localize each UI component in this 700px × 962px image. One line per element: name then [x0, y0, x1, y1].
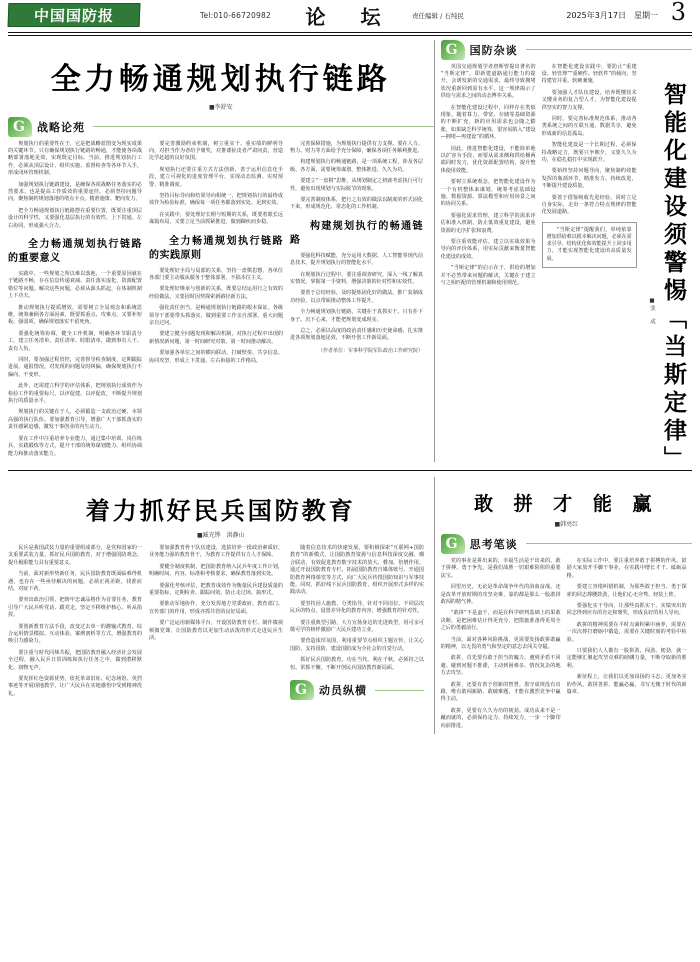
paragraph: 此外，还需建立科学的评估体系，把规划执行成效作为检验工作的重要标尺，以评促建、以评促改，不断提升规划执行的质量水平。 — [8, 383, 142, 405]
page-number: 3 — [670, 0, 686, 26]
lower-right-article — [434, 477, 692, 734]
vertical-headline: 智能化建设须警惕「当斯定律」 — [660, 81, 686, 474]
paragraph: 要注重与时代同频共振，把国防教育融入经济社会发展全过程，融入民兵日常训练和执行任务之中，做到潜移默化、润物无声。 — [8, 649, 142, 671]
paragraph: 要加强教育骨干队伍建设，选拔培养一批政治素质好、业务能力强的教育骨干，为教育工作提供有力人才保障。 — [149, 544, 283, 559]
paragraph: 在实际工作中，要注重培养敢于拼搏的作风，鼓励大家放开手脚干事业，在实践中增长才干、砥砺品格。 — [566, 557, 687, 579]
paragraph: 要强化科技赋能，充分运用大数据、人工智能等现代信息技术，提升规划执行的智能化水平。 — [290, 252, 423, 267]
paragraph: 规划执行的关键在于人，必须锻造一支政治过硬、本领高强的执行队伍。要加强教育引导，增强广大干部抓落实的责任感紧迫感，激发干事创业的内生动力。 — [8, 409, 142, 431]
paragraph: 推动规划执行提质增效，需要树立全局观念和系统思维，统筹兼顾各方面因素，既要抓重点、攻难点，又要补短板、强弱项，确保规划落实不留死角。 — [8, 304, 142, 326]
g-logo-icon — [441, 534, 465, 554]
lower-right-column-1 — [441, 558, 561, 734]
lower-left-headline: 着力抓好民兵国防教育 — [85, 496, 356, 525]
paragraph: 完善保障措施，为规划执行提供有力支撑。要在人力、物力、财力等方面给予充分保障，确保各项任务顺利推进。 — [290, 140, 423, 154]
paragraph: 要突出政治引领，把铸牢忠诚品格作为首要任务，教育引导广大民兵听党话、跟党走，坚定不移维护核心、听从指挥。 — [8, 597, 142, 619]
main-byline: ■李舒安 — [208, 103, 233, 111]
newspaper-logo: 中国国防报 — [8, 3, 141, 27]
right-column-2 — [542, 64, 637, 292]
paragraph: 坚持目标导向和结果导向相统一，把规划执行的最终成效作为检验标准，确保每一项任务都落到实处、见到实效。 — [149, 192, 283, 207]
publication-date: 2025年3月17日 星期一 — [566, 10, 658, 20]
section-label-text: 动员纵横 — [319, 684, 367, 697]
paragraph: 要完善激励约束机制，树立重实干、重实绩的鲜明导向，对担当作为者给予褒奖，对推诿扯皮者严肃问责，营造比学赶超的良好氛围。 — [149, 140, 283, 162]
lower-column-1 — [8, 545, 142, 704]
section-label-rule — [526, 543, 692, 544]
paragraph: 抓好民兵国防教育，功在当代、利在千秋。必须持之以恒、常抓不懈，不断开创民兵国防教育新局面。 — [290, 657, 424, 671]
lower-column-2 — [149, 545, 283, 704]
masthead-rule-thick — [8, 32, 692, 33]
main-headline: 全力畅通规划执行链路 — [50, 61, 391, 97]
paragraph: 民兵是我国武装力量的重要组成部分，是党和国家的一支重要武装力量。抓好民兵国防教育，对于增强国防观念、提升履职能力具有重要意义。 — [8, 544, 142, 566]
paragraph: 敢拼，还要有善于创新的智慧。墨守成规没有出路，唯有敢闯新路、敢破难题，才能在激烈竞争中赢得主动。 — [440, 681, 561, 703]
section-label-text: 思考笔谈 — [469, 537, 518, 551]
paragraph: 要建立健全问题发现和解决机制，对执行过程中出现的新情况新问题，第一时间研究对策、第一时间推动解决。 — [149, 331, 283, 345]
main-article — [8, 40, 434, 462]
paragraph: 当前，面对新形势新任务，民兵国防教育既面临难得机遇，也存在一些亟待解决的问题。必须正视差距，找准症结，对症下药。 — [8, 571, 142, 592]
paragraph: 规划执行的重要性在于，它是把战略蓝图变为现实成果的关键环节。只有确保规划执行链路的畅通，才能使各项战略部署落地见效，实现既定目标。当前，推进规划执行工作，必须从顶层设计、组织实施、监督检查等各环节入手，形成闭环管理机制。 — [8, 140, 142, 177]
paragraph: 要强化需求管理，建立科学的需求评估和准入机制，防止低效重复建设，避免资源的无序扩张和浪费。 — [440, 212, 536, 234]
paragraph: 当前，面对各种风险挑战，更需要发扬敢拼敢赢的精神，以无畏的勇气和坚定的意志去闯关夺隘。 — [440, 636, 561, 650]
paragraph: 同时，要加强过程管控，完善督导检查制度，定期跟踪进展、通报情况，对发现的问题及时纠偏，确保规划执行不偏向、不变形。 — [8, 357, 142, 378]
paragraph: 英国交通规划学者唐斯曾提出著名的“当斯定律”，即新建道路通行能力的提升，会诱发新的交通需求，最终导致拥堵状况重新回到原有水平。这一规律揭示了供给与需求之间的动态博弈关系。 — [440, 63, 536, 100]
paragraph: 加强规划执行链路建设，是确保各项战略任务落实的必然要求，也是提高工作质效的重要途径。必须坚持问题导向，聚焦制约规划落地的堵点卡点，精准施策、靶向发力。 — [8, 181, 142, 203]
section-label-rule — [526, 49, 692, 50]
paragraph: 构建规划执行的畅通链路，是一项系统工程，涉及各层级、各方面，需要统筹谋划、整体推进、久久为功。 — [290, 159, 423, 173]
section-title: 论 坛 — [305, 4, 395, 29]
lower-left-columns — [8, 545, 434, 704]
section-label-reflection — [441, 534, 692, 554]
paragraph: 要强化实干导向，让那些真抓实干、实绩突出的同志得到应有的肯定和褒奖，形成良好的用人导向。 — [566, 602, 687, 617]
paragraph: 要加强人才队伍建设，培养既懂技术又懂业务的复合型人才，为智能化建设提供坚实的智力支撑。 — [541, 89, 637, 111]
paragraph: 要处理好继承与创新的关系，既要总结运用行之有效的经验做法，又要因时因势探索新路径新方法。 — [149, 286, 283, 300]
paragraph: 实践中，一些规划之所以难以落地，一个重要原因就在于链路不畅，存在信息传递衰减、责任落实虚化、资源配置错位等问题。解决这些问题，必须从源头抓起，在体制机制上下功夫。 — [8, 270, 142, 300]
paragraph: 总之，必须以高度的政治责任感和历史使命感，扎实推进各项规划落地见效，不断开创工作新局面。 — [290, 328, 423, 342]
paragraph: 要在工作中注重培养专业能力，通过集中培训、岗位练兵、实践锻炼等方式，提升干部的统筹谋划能力、组织协调能力和推动落实能力。 — [8, 435, 142, 457]
paragraph: 要处理好全局与局部的关系，坚持一盘棋思想，各单位各部门要主动服从服务于整体部署，不搞本位主义。 — [149, 267, 283, 281]
paragraph: 要强化统筹协调，健全工作机制，明确各环节职责分工，建立任务清单、责任清单、时限清单，做到事有人干、责有人负。 — [8, 330, 142, 352]
paragraph: 要广泛运用新媒体平台，开设国防教育专栏、制作微视频微党课，让国防教育以更加生动活泼的形式走进民兵生活。 — [149, 620, 283, 641]
column-1 — [8, 141, 142, 462]
paragraph: 只要我们人人都有一股拼劲、闯劲、韧劲，就一定能够汇聚起攻坚克难的磅礴力量，不断夺取新的胜利。 — [566, 647, 687, 669]
paragraph: 强化责任担当，是畅通规划执行链路的根本保证。各级领导干部要带头抓落实，做到重要工作亲自部署、重大问题亲自过问。 — [149, 305, 283, 326]
paragraph: 规划执行还要注重方式方法创新，善于运用信息化手段，建立可视化的进度管理平台，实现动态监测、实时预警、精准调度。 — [149, 166, 283, 188]
section-label-defense-talk — [441, 40, 692, 60]
paragraph: “敢拼”不是蛮干，而是在科学研判基础上的果敢决断，是把困难估计得更充分、把措施准备得更周全之后的勇毅前行。 — [440, 610, 561, 632]
column-3 — [290, 141, 423, 462]
paragraph: 在智能化建设实践中，要防止“重建设、轻管理”“重硬件、轻软件”的倾向，坚持建管并重、软硬兼施。 — [541, 63, 637, 85]
paragraph: 要健全制度机制，把国防教育纳入民兵年度工作计划，明确时间、内容、标准和考核要求，确保教育落到实处。 — [149, 563, 283, 578]
section-label-rule — [93, 126, 434, 127]
paragraph: 敢拼，更要有久久为功的韧劲。成功从来不是一蹴而就的，必须保持定力、持续发力，一步一个脚印向前推进。 — [440, 707, 561, 729]
paragraph: 要注重效能评估，建立以实战效果为导向的评价体系，用实际贡献来衡量智能化建设的成效。 — [440, 239, 536, 260]
g-logo-icon — [8, 117, 32, 137]
paragraph: 敢拼，首先要有敢于担当的魄力。遇到矛盾不回避、碰到问题不推诿，主动到困难多、情况复杂的地方去攻坚。 — [440, 655, 561, 677]
paragraph: 回望历史，无论是革命战争年代的浴血奋战，还是改革开放时期的攻坚克难，靠的都是那么一股敢拼敢闯的精气神。 — [440, 584, 561, 605]
masthead-telephone: Tel:010-66720982 — [200, 10, 271, 20]
paragraph: 要完善制度体系，把行之有效的做法以制度的形式固化下来，形成规范化、常态化的工作机制。 — [290, 196, 423, 211]
paragraph: 要始终坚持问题导向，聚焦制约效能发挥的瓶颈环节，精准发力、持续改进，不断提升建设质量。 — [541, 168, 637, 190]
lower-right-headline: 敢 拼 才 能 赢 — [474, 492, 659, 515]
subheading-3: 构建规划执行的畅通链路 — [290, 220, 423, 246]
paragraph: 要建立容错纠错机制，为那些敢于担当、勇于探索的同志撑腰鼓劲，让他们心无旁骛、轻装上阵。 — [566, 584, 687, 598]
masthead — [8, 0, 692, 30]
g-logo-icon — [441, 40, 465, 60]
right-column-1 — [441, 64, 536, 292]
section-label-rule — [375, 690, 424, 691]
right-columns — [441, 64, 637, 292]
column-2 — [149, 141, 283, 462]
paragraph: 随着信息技术的快速发展，要积极探索“互联网+国防教育”的新模式，让国防教育资源与信息科技深度交融、耦合联动，有效促进教育数字技术的放大、叠加、倍增作用。通过开设国防教育专栏、拓展国防教育自媒体账号、开通国防教育网络课堂等方式，向广大民兵传授国防知识与军事技能。同时，抓好线下民兵国防教育，组织开展形式多样的实践活动。 — [290, 544, 424, 596]
paragraph: 要善于借鉴吸收先进经验，同时立足自身实际，走出一条符合特点规律的智能化发展道路。 — [541, 194, 637, 216]
paragraph: 要树立系统观念，把智能化建设作为一个有机整体来谋划，统筹考虑基础设施、数据资源、算法模型和应用场景之间的协同关系。 — [440, 179, 536, 208]
paragraph: 要建立“一盘棋”思维，从规划制定之初就考虑执行可行性，避免出现规划与实际脱节的现象。 — [290, 178, 423, 192]
paragraph: 敢拼的精神需要在平时点滴积累中涵养，需要在一次次摔打磨砺中锻造，需要在关键时刻的考验中检验。 — [566, 621, 687, 643]
paragraph: 要善于总结经验，及时提炼固化好的做法，推广复制成功经验，以点带面推动整体工作提升。 — [290, 290, 423, 304]
section-label-text: 国防杂谈 — [469, 43, 518, 57]
g-logo-icon — [290, 680, 314, 700]
responsible-editor: 责任编辑 / 石纯民 — [412, 11, 464, 20]
paragraph: 要坚持因人施教、分类指导，针对不同岗位、不同层次民兵的特点，设置差异化的教育内容，增强教育的针对性。 — [290, 600, 424, 615]
section-divider — [8, 470, 692, 471]
vertical-byline: ■张 成 — [649, 297, 655, 325]
paragraph: 智能化建设是一个长期过程，必须保持战略定力，既要只争朝夕，又要久久为功，在稳扎稳打中实现跃升。 — [541, 142, 637, 163]
section-label-text: 战略论苑 — [37, 120, 85, 134]
main-columns — [8, 141, 434, 462]
subheading-2: 全力畅通规划执行链路的实践原则 — [149, 235, 283, 261]
paragraph: 要发挥红色资源优势，依托革命旧址、纪念场馆、英烈事迹等开展现地教学，让广大民兵在实地感悟中受到精神洗礼。 — [8, 676, 142, 697]
paragraph: 要注重典型引路，大力宣扬身边的先进典型，用可亲可敬可学的榜样激励广大民兵建功立业。 — [290, 619, 424, 633]
paragraph: 新征程上，让我们以更加昂扬的斗志、更加务实的作风，敢拼善拼、能赢必赢，书写无愧于时代的新篇章。 — [566, 674, 687, 695]
paragraph: 把全力畅通规划执行链路摆在重要位置，既要注重顶层设计的科学性，又要强化基层执行的有效性，上下贯通、左右协同，形成强大合力。 — [8, 207, 142, 229]
paragraph: 同时，要完善标准规范体系，推动各类系统之间的互联互通、数据共享，避免形成新的信息孤岛。 — [541, 115, 637, 137]
paragraph: 要创新教育方法手段，改变过去单一的灌输式教育，综合运用情景模拟、互动体验、案例剖析等方式，增强教育的吸引力感染力。 — [8, 623, 142, 645]
lower-right-byline: ■韩亮红 — [554, 520, 579, 528]
upper-body — [8, 40, 692, 474]
paragraph: 全力畅通规划执行链路，关键在于真抓实干。只有扑下身子、沉下心来，才能把规划变成现实。 — [290, 309, 423, 323]
paragraph: 因此，推进智能化建设，不能简单地以扩容为手段，而要从需求侧和供给侧两端同时发力，优化资源配置结构，提升整体使用效能。 — [440, 145, 536, 174]
paragraph: 要营造浓厚氛围，利用重要节点组织主题宣传，让关心国防、支持国防、建设国防成为全社会的自觉行动。 — [290, 638, 424, 652]
lower-right-column-2 — [567, 558, 687, 734]
lower-right-columns — [441, 558, 692, 734]
paragraph: 要加强各单位之间的横向联动，打破壁垒、共享信息、协同攻坚，形成上下贯通、左右衔接的工作格局。 — [149, 350, 283, 364]
section-label-strategy — [8, 117, 434, 137]
subheading-1: 全力畅通规划执行链路的重要意义 — [8, 238, 142, 264]
pull-quote: “当斯定律”提醒我们，单纯依靠增加供给难以根本解决问题，必须在需求引导、结构优化和效能提升上同步用力，才能实现智能化建设的高质量发展。 — [542, 222, 637, 268]
lower-body — [8, 477, 692, 734]
paragraph: “当斯定律”的启示在于，供给的增加并不必然带来问题的解决，关键在于建立与之相匹配的管理机制和使用规范。 — [440, 265, 536, 287]
author-affiliation: （作者单位：军事科学院军队政治工作研究院） — [317, 347, 423, 354]
paragraph: 在规划执行过程中，要注重调查研究，深入一线了解真实情况，掌握第一手资料，增强决策的针对性和实效性。 — [290, 271, 423, 285]
paragraph: 在智能化建设过程中，同样存在类似现象。随着算力、带宽、存储等基础资源的不断扩充，新的应用需求也会随之膨胀，如果缺乏科学统筹，很容易陷入“建设—拥堵—再建设”的循环。 — [440, 104, 536, 141]
paragraph: 要强化考核评估，把教育成效作为衡量民兵建设质量的重要指标，定期检查、跟踪问效，防止走过场、搞形式。 — [149, 582, 283, 596]
section-label-mobilization — [290, 680, 424, 700]
lower-left-byline: ■臧光铧 洪静山 — [196, 531, 245, 539]
paragraph: 党的事业是拼出来的，幸福生活是干出来的。敢于拼搏、勇于争先，是我们战胜一切艰难险阻的重要法宝。 — [440, 557, 561, 579]
paragraph: 要推动军地协作，充分发挥地方党委政府、教育部门、宣传部门的作用，形成齐抓共管的良好局面。 — [149, 601, 283, 615]
right-article-top — [434, 40, 692, 474]
masthead-rule-thin — [8, 35, 692, 36]
paragraph: 在实践中，要处理好长期与短期的关系，既要着眼长远谋篇布局，又要立足当前抓紧推进，做到蹄疾而步稳。 — [149, 211, 283, 226]
lower-left-article — [8, 477, 434, 734]
lower-column-3 — [290, 545, 424, 704]
